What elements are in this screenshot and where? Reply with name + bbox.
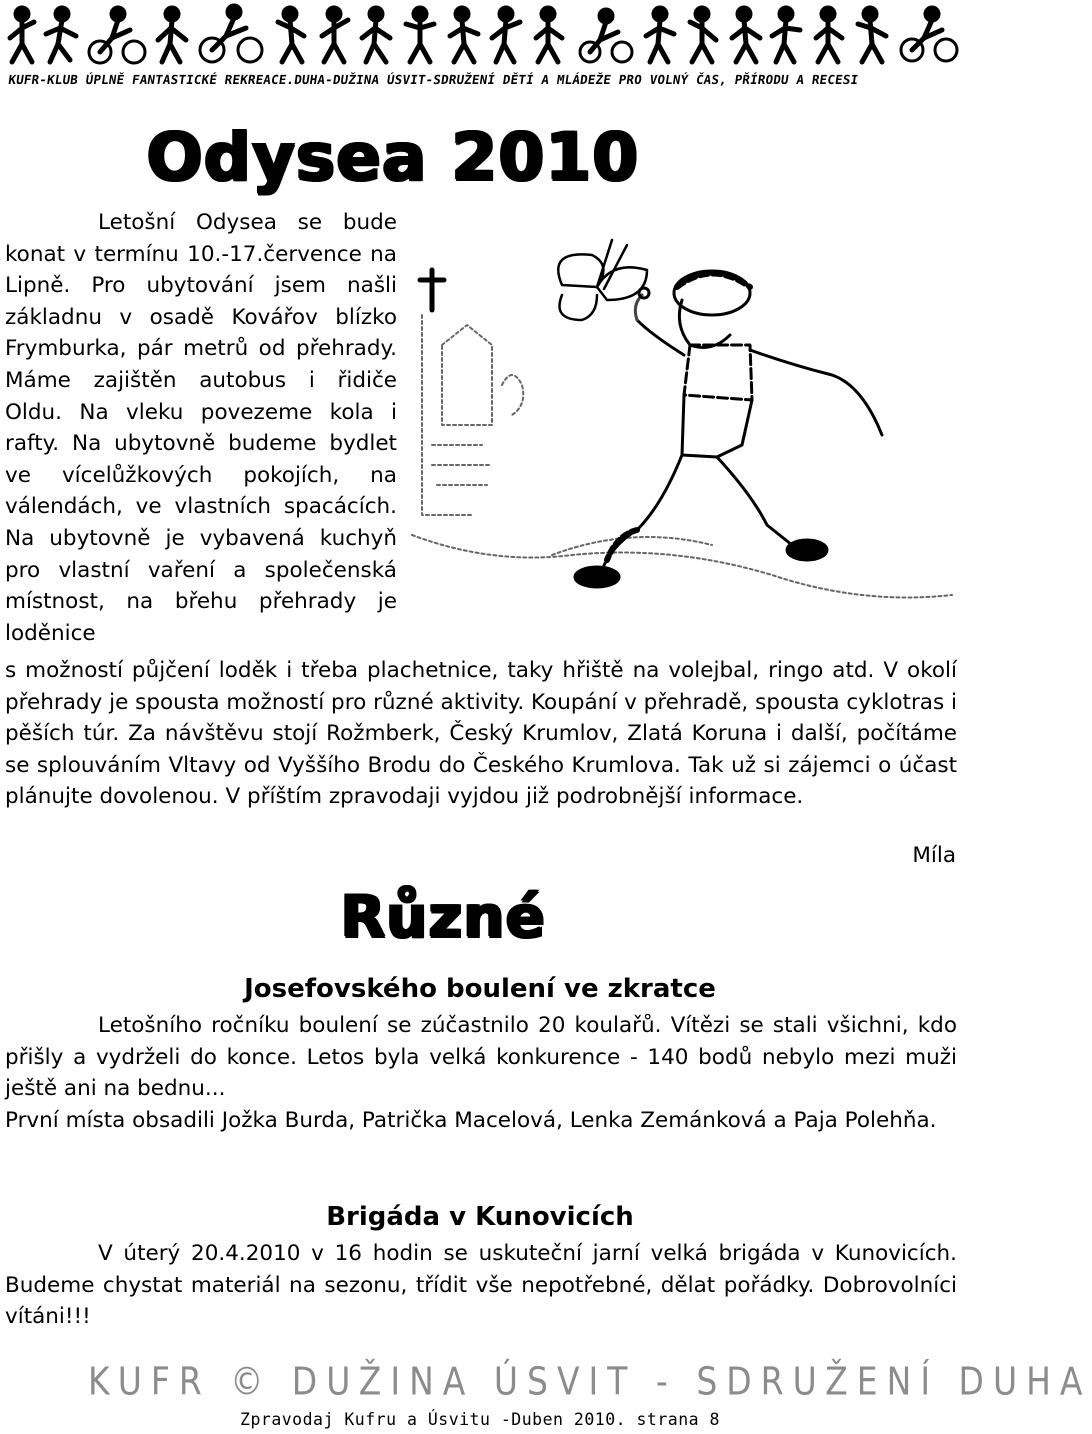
josef-heading: Josefovského boulení ve zkratce (244, 974, 716, 1004)
cyclist-icon (580, 10, 632, 62)
odysea-column-text (5, 207, 397, 649)
stick-figure-icon (816, 8, 842, 62)
header-banner-text: KUFR-KLUB ÚPLNĚ FANTASTICKÉ REKREACE.DUHA-DUŽINA ÚSVIT-SDRUŽENÍ DĚTÍ A MLÁDEŽE PRO VOLNÝ ČAS, PŘÍRODU A RECESI (7, 72, 860, 87)
walking-figure-illustration (412, 225, 960, 645)
stick-figure-icon (492, 8, 520, 62)
stick-figure-icon (322, 8, 348, 62)
odysea-wide-paragraph: s možností půjčení loděk i třeba plachetnice, taky hřiště na volejbal, ringo atd. V okolí přehrady je spousta možností pro různé aktivity. Koupání v přehradě, spousta cyklotras i pěších túr. Za návštěvu stojí Rožmberk, Český Krumlov, Zlatá Koruna i další, počítáme se splouváním Vltavy od Vyššího Brodu do Českého Krumlova. Tak už si zájemci o účast plánujte dovolenou. V příštím zpravodaji vyjdou již podrobnější informace. (5, 658, 957, 810)
brigada-paragraph: V úterý 20.4.2010 v 16 hodin se uskuteční jarní velká brigáda v Kunovicích. Budeme chystat materiál na sezonu, třídit vše nepotřebné, dělat pořádky. Dobrovolníci vítáni!!! (5, 1241, 957, 1330)
stick-figure-icon (772, 8, 800, 62)
stick-figure-icon (10, 8, 34, 62)
cyclist-icon (200, 6, 262, 62)
stick-figure-icon (732, 8, 760, 62)
cyclist-icon (89, 8, 145, 63)
footer-page-line: Zpravodaj Kufru a Úsvitu -Duben 2010. strana 8 (240, 1410, 720, 1429)
ruzne-title: Různé (340, 882, 546, 950)
josef-paragraph-1: Letošního ročníku boulení se zúčastnilo 20 koulařů. Vítězi se stali všichni, kdo přišly a vydrželi do konce. Letos byla velká konkurence - 140 bodů nebylo mezi muži ještě ani na bednu... (5, 1013, 957, 1102)
josef-paragraph-2: První místa obsadili Jožka Burda, Patrička Macelová, Lenka Zemánková a Paja Polehňa. (5, 1107, 937, 1133)
stick-figure-icon (46, 8, 76, 62)
stick-figure-icon (278, 8, 304, 62)
stick-figure-icon (362, 8, 390, 62)
stick-figure-icon (646, 8, 674, 62)
stick-figure-icon (858, 8, 886, 62)
stick-figure-icon (536, 8, 562, 62)
header-figures-banner (0, 0, 960, 70)
odysea-column-paragraph: Letošní Odysea se bude konat v termínu 10.-17.července na Lipně. Pro ubytování jsem našli základnu v osadě Kovářov blízko Frymburka, pár metrů od přehrady. Máme zajištěn autobus i řidiče Oldu. Na vleku povezeme kola i rafty. Na ubytovně budeme bydlet ve vícelůžkových pokojích, na válendách, ve vlastních spacácích. Na ubytovně je vybavená kuchyň pro vlastní vaření a společenská místnost, na břehu přehrady je loděnice (5, 210, 397, 646)
stick-figure-icon (690, 8, 716, 62)
stick-figure-icon (406, 8, 434, 62)
author-signature: Míla (912, 843, 956, 868)
walking-figure (575, 271, 882, 587)
stick-figure-icon (450, 8, 478, 62)
footer-logo-text: KUFR © DUŽINA ÚSVIT - SDRUŽENÍ DUHA (88, 1359, 1092, 1404)
cross-icon (420, 270, 444, 310)
brigada-heading: Brigáda v Kunovicích (326, 1202, 634, 1232)
cyclist-icon (901, 8, 957, 61)
brigada-body (5, 1238, 957, 1333)
odysea-wide-text (5, 655, 957, 813)
odysea-title: Odysea 2010 (146, 118, 639, 195)
butterfly-icon (558, 240, 647, 320)
stick-figure-icon (158, 8, 186, 62)
josef-body (5, 1010, 957, 1136)
